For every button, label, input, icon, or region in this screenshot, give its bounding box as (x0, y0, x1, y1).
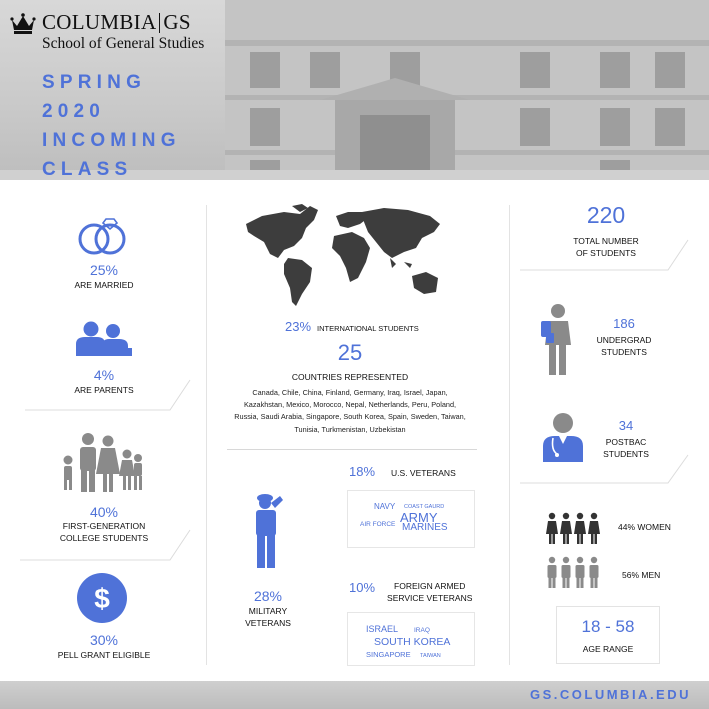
wc-south-korea: SOUTH KOREA (374, 636, 451, 648)
total-value: 220 (586, 202, 626, 228)
us-vets-word-cloud (347, 490, 475, 548)
wc-navy: NAVY (374, 502, 396, 511)
undergrad-label-2: STUDENTS (601, 347, 647, 357)
total-label-1: TOTAL NUMBER (573, 236, 639, 246)
postbac-label-1: POSTBAC (605, 437, 647, 447)
postbac-label (586, 436, 666, 460)
intl-row (285, 319, 419, 334)
married-value: 25% (89, 262, 119, 278)
firstgen-label-2: COLLEGE STUDENTS (59, 533, 149, 543)
wc-marines: MARINES (402, 522, 448, 533)
student-icon (540, 303, 574, 375)
rings-icon (76, 217, 130, 257)
logo-name: COLUMBIA (42, 10, 157, 34)
intl-label: INTERNATIONAL STUDENTS (317, 324, 419, 333)
military-value: 28% (253, 588, 283, 604)
women-icon (546, 512, 602, 544)
parents-label: ARE PARENTS (74, 385, 134, 395)
title-line-4: CLASS (42, 159, 133, 180)
logo-gs: GS (163, 10, 191, 34)
doctor-icon (541, 412, 585, 462)
title-line-1: SPRING (42, 72, 147, 93)
parents-value: 4% (93, 367, 115, 383)
intl-value: 23% (285, 319, 312, 334)
foreign-vets-value: 10% (349, 580, 376, 595)
countries-line-4: Tunisia, Turkmenistan, Uzbekistan (294, 424, 406, 434)
countries-line-2: Kazakhstan, Mexico, Morocco, Nepal, Netherlands, Peru, Poland, (243, 400, 457, 410)
countries-line-1: Canada, Chile, China, Finland, Germany, Iraq, Israel, Japan, (252, 388, 448, 397)
foreign-vets-word-cloud (347, 612, 475, 666)
undergrad-label-1: UNDERGRAD (596, 335, 652, 345)
wc-army: ARMY (400, 510, 438, 525)
wc-air-force: AIR FORCE (360, 521, 396, 528)
military-label-1: MILITARY (248, 606, 288, 616)
logo-school: School of General Studies (42, 35, 205, 52)
firstgen-label-1: FIRST-GENERATION (62, 521, 146, 531)
men-icon (546, 556, 602, 588)
countries-label: COUNTRIES REPRESENTED (291, 372, 409, 382)
firstgen-value: 40% (89, 504, 119, 520)
parents-icon (75, 320, 133, 356)
footer-banner (0, 681, 709, 709)
us-vets-label: U.S. VETERANS (391, 468, 456, 478)
foreign-vets-row (349, 580, 472, 604)
title-line-3: INCOMING (42, 130, 181, 151)
family-icon (58, 432, 146, 492)
foreign-vets-label-2: SERVICE VETERANS (387, 593, 473, 603)
wc-taiwan: TAIWAN (420, 653, 441, 659)
total-label (540, 235, 672, 259)
wc-israel: ISRAEL (366, 624, 399, 634)
undergrad-value: 186 (613, 316, 635, 331)
women-label: 44% WOMEN (618, 522, 671, 532)
us-vets-row (349, 464, 456, 479)
wc-coast-guard: COAST GAURD (404, 504, 445, 510)
men-label: 56% MEN (622, 570, 661, 580)
total-label-2: OF STUDENTS (576, 248, 636, 258)
title-line-2: 2020 (42, 101, 106, 122)
military-label-2: VETERANS (245, 618, 291, 628)
wc-singapore: SINGAPORE (366, 650, 411, 659)
svg-text:$: $ (94, 583, 110, 614)
dollar-icon (76, 572, 128, 624)
countries-line-3: Russia, Saudi Arabia, Singapore, South Korea, Spain, Sweden, Taiwan, (234, 412, 466, 422)
married-label: ARE MARRIED (74, 280, 134, 290)
foreign-vets-label-1: FOREIGN ARMED (394, 581, 466, 591)
age-label: AGE RANGE (582, 644, 634, 654)
us-vets-value: 18% (349, 464, 376, 479)
countries-value: 25 (337, 340, 363, 365)
wc-iraq: IRAQ (414, 627, 430, 634)
undergrad-label (584, 334, 664, 358)
age-value: 18 - 58 (581, 617, 635, 636)
pell-label: PELL GRANT ELIGIBLE (57, 650, 151, 660)
pell-value: 30% (89, 632, 119, 648)
website-link[interactable]: GS.COLUMBIA.EDU (530, 687, 691, 702)
soldier-icon (250, 492, 284, 568)
countries-list (222, 387, 478, 436)
postbac-label-2: STUDENTS (603, 449, 649, 459)
world-map-icon (244, 202, 444, 312)
postbac-value: 34 (618, 418, 634, 433)
age-range-box (556, 606, 660, 664)
